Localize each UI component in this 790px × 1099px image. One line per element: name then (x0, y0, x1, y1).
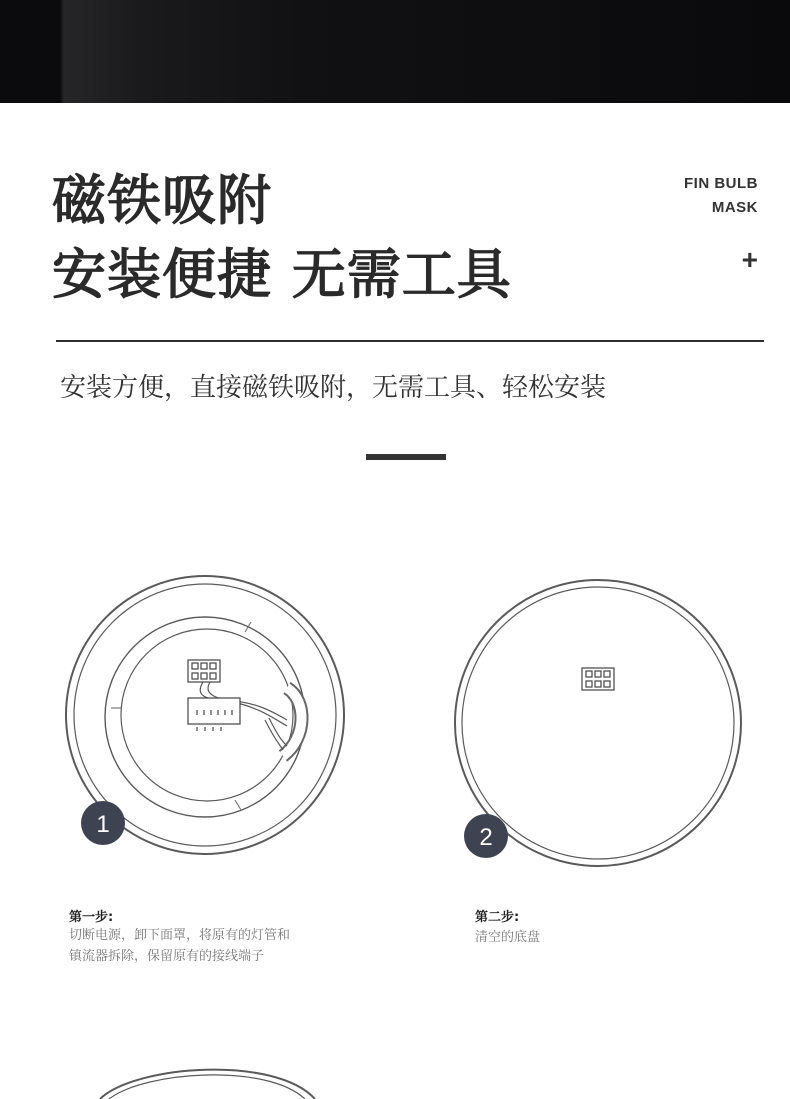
brand-label (684, 172, 758, 220)
step-2-number: 2 (479, 824, 493, 851)
step-2-description: 清空的底盘 (475, 930, 541, 945)
ballast-icon (188, 698, 240, 731)
step-1-description: 切断电源，卸下面罩，将原有的灯管和 镇流器拆除，保留原有的接线端子 (69, 928, 291, 964)
step-2-title: 第二步: (475, 910, 520, 925)
step-1-badge (81, 801, 125, 845)
brand-line-1: FIN BULB (684, 175, 758, 192)
subtitle: 安装方便，直接磁铁吸附，无需工具、轻松安装 (60, 373, 607, 403)
divider-rule (56, 340, 764, 342)
terminal-block-icon (188, 660, 220, 682)
headline-line-1: 磁铁吸附 (52, 169, 272, 232)
brand-line-2: MASK (711, 199, 758, 216)
step-1-diagram (55, 570, 360, 865)
plus-icon: + (741, 244, 758, 275)
step-2-diagram (450, 575, 750, 875)
step-1-title: 第一步: (69, 910, 114, 925)
step-2-badge (464, 814, 508, 858)
top-banner (0, 0, 790, 103)
terminal-block-icon (582, 668, 614, 690)
headline-line-2: 安装便捷 无需工具 (52, 243, 512, 306)
step-1-number: 1 (96, 811, 110, 838)
section-accent-bar (366, 454, 446, 460)
step-3-diagram-partial (95, 1055, 325, 1099)
